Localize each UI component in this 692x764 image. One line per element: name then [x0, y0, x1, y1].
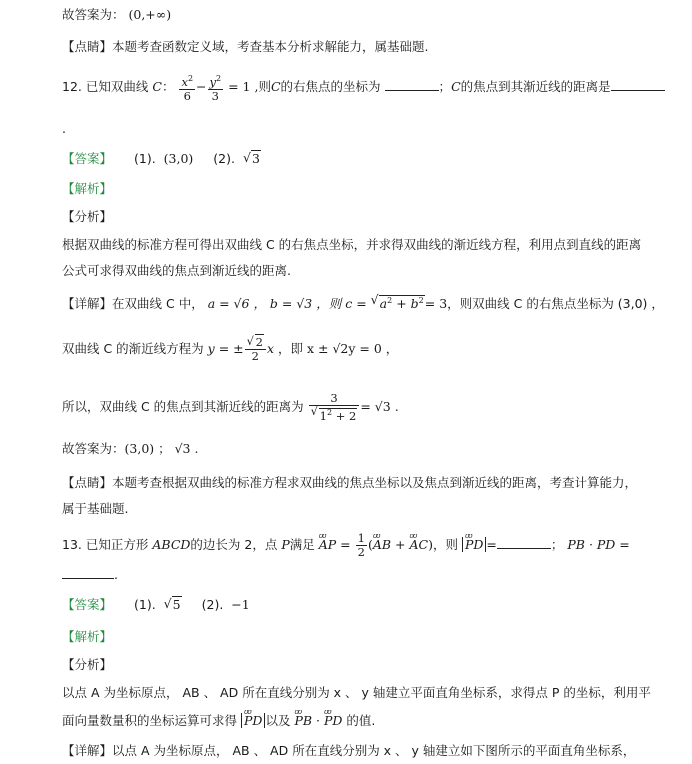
detail-line: 【详解】以点 A 为坐标原点， AB 、 AD 所在直线分别为 x 、 y 轴建立如下图所示的平面直角坐标系， [62, 743, 636, 758]
jiexi-tag: 【解析】 [62, 629, 113, 644]
final-answer-line: 故答案为：(3,0) ； √3 . [62, 441, 199, 456]
fenxi-text-1: 根据双曲线的标准方程可得出双曲线 C 的右焦点坐标，并求得双曲线的渐近线方程，利用点到直线的距离 [62, 237, 642, 252]
fenxi-text-2: 公式可求得双曲线的焦点到渐近线的距离. [62, 263, 291, 278]
q12-answer-line: 【答案】 (1). (3,0) (2). √ 3 [62, 150, 261, 168]
sqrt-answer: √ 3 [243, 150, 261, 168]
trailing-dot: . [62, 121, 66, 136]
answer-label: 故答案为： [62, 7, 125, 22]
question-13: 13. 已知正方形 ABCD的边长为 2，点 P满足 ʊʊ AP = $\frac{1}{2}$ (ʊʊ AB + ʊʊ AC)，则 ʊʊ PD = ； PB · PD = [62, 532, 630, 559]
q13-answer-line: 【答案】 (1). √ 5 (2). −1 [62, 596, 250, 614]
comment-line-1: 【点睛】本题考查根据双曲线的标准方程求双曲线的焦点坐标以及焦点到渐近线的距离，考查计算能力， [62, 475, 638, 490]
fraction-x2-6: $\frac{x^2}{6}$ [181, 74, 194, 103]
question-lead: 已知双曲线 [85, 78, 149, 94]
answer-tag: 【答案】 [62, 151, 113, 166]
fenxi-tag: 【分析】 [62, 657, 113, 672]
question-number: 12. [62, 78, 82, 94]
comment-line-2: 属于基础题. [62, 501, 129, 516]
answer-blank[interactable] [611, 90, 665, 91]
answer-prev-line [62, 6, 171, 24]
comment-tag: 【点睛】 [62, 39, 113, 54]
var-c: C [152, 78, 162, 94]
answer-blank[interactable] [385, 90, 439, 91]
detail-line-1: 【详解】在双曲线 C 中， a = √6 ， b = √3 ，则 c = √ $a^2 + b^2= 3$，则双曲线 C 的右焦点坐标为 (3,0) ， [62, 292, 664, 313]
answer-blank[interactable] [62, 578, 114, 579]
answer-blank[interactable] [497, 548, 551, 549]
fraction-y2-3: $\frac{y^2}{3}$ [209, 74, 222, 103]
jiexi-tag: 【解析】 [62, 181, 113, 196]
detail-line-2: 双曲线 C 的渐近线方程为 y = ± √ $\frac{2}{2}$ x ，即 x ± √2y = 0 ， [62, 336, 398, 363]
fenxi-text-2: 面向量数量积的坐标运算可求得 ʊʊ PD 以及 ʊʊ PB · ʊʊ PD 的值. [62, 712, 375, 730]
fenxi-tag: 【分析】 [62, 209, 113, 224]
comment-text: 本题考查函数定义域，考查基本分析求解能力，属基础题. [112, 39, 429, 54]
q13-blank-line: . [62, 566, 118, 584]
answer-value: (0,+∞) [128, 7, 172, 22]
comment-prev-line [62, 38, 429, 56]
question-12: 12. 已知双曲线 C： $\frac{x^2}{6}$ − $\frac{y^2}{3}$ = 1 ,则C的右焦点的坐标为 ；C的焦点到其渐近线的距离是 [62, 72, 665, 103]
detail-line-3: 所以，双曲线 C 的焦点到其渐近线的距离为 3 √ $1^2 + 2$ = √3 . [62, 392, 399, 423]
fenxi-text-1: 以点 A 为坐标原点， AB 、 AD 所在直线分别为 x 、 y 轴建立平面直角坐标系，求得点 P 的坐标，利用平 [62, 685, 651, 700]
